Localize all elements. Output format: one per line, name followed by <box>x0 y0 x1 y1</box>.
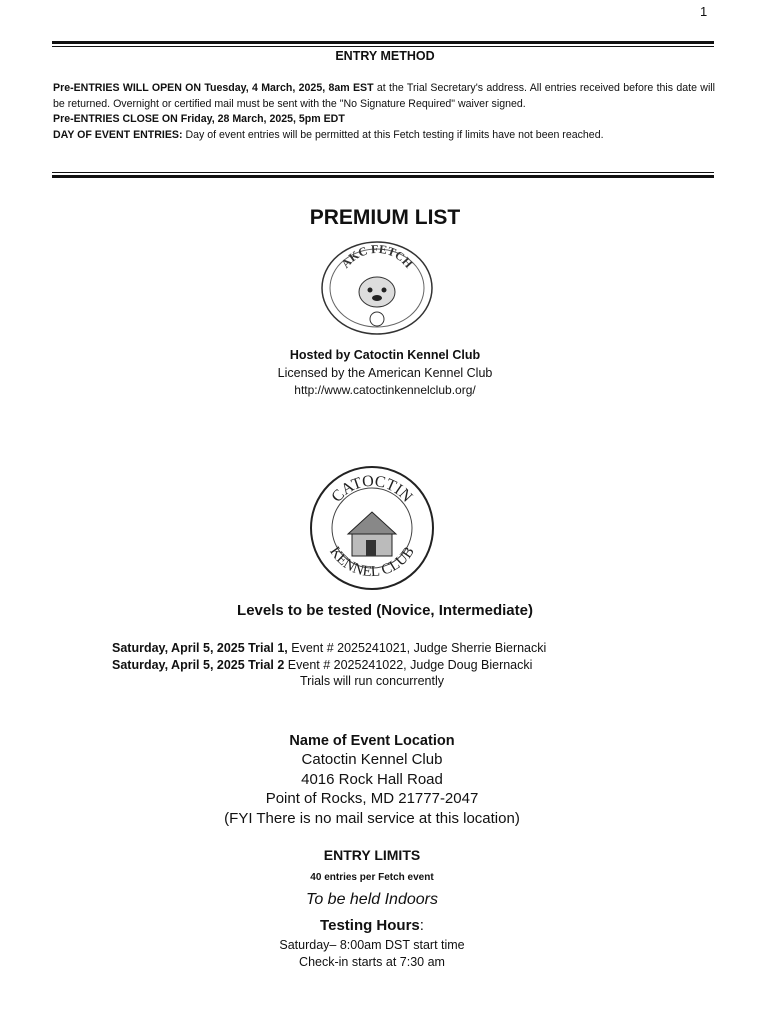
levels-tested: Levels to be tested (Novice, Intermediate) <box>237 602 533 619</box>
open-date: Pre-ENTRIES WILL OPEN ON Tuesday, 4 March, 2025, 8am EST <box>53 82 374 94</box>
club-url[interactable]: http://www.catoctinkennelclub.org/ <box>294 383 476 397</box>
svg-text:CATOCTIN: CATOCTIN <box>328 472 416 506</box>
divider <box>52 46 714 47</box>
trial-date: Saturday, April 5, 2025 Trial 2 <box>112 658 285 672</box>
start-time: Saturday– 8:00am DST start time <box>279 938 465 952</box>
testing-hours-label: Testing Hours <box>320 917 420 934</box>
catoctin-kennel-club-logo <box>308 464 436 592</box>
indoors-note: To be held Indoors <box>306 891 438 908</box>
location-name: Catoctin Kennel Club <box>301 751 443 768</box>
trial-date: Saturday, April 5, 2025 Trial 1, <box>112 641 288 655</box>
licensed-by: Licensed by the American Kennel Club <box>277 366 493 380</box>
trial-details: Event # 2025241022, Judge Doug Biernacki <box>284 658 533 672</box>
open-text: at the Trial Secretary's address. All entries received before this date will be returned. Overnight or certified mail must be sent with the "No Signature Required" waiver signed. <box>53 82 716 110</box>
location-street: 4016 Rock Hall Road <box>301 770 443 788</box>
hosted-by: Hosted by Catoctin Kennel Club <box>289 348 481 362</box>
svg-text:KENNEL CLUB: KENNEL CLUB <box>326 544 418 581</box>
trial-item <box>112 640 546 657</box>
entry-method-heading: ENTRY METHOD <box>335 49 435 63</box>
close-date: Pre-ENTRIES CLOSE ON Friday, 28 March, 2025, 5pm EDT <box>53 113 345 126</box>
testing-hours-heading <box>0 917 757 934</box>
svg-text:AKC FETCH: AKC FETCH <box>338 241 416 271</box>
location-heading: Name of Event Location <box>289 733 455 749</box>
page-number: 1 <box>700 4 708 19</box>
entry-limits-heading: ENTRY LIMITS <box>323 847 421 863</box>
location-note: (FYI There is no mail service at this location) <box>224 809 520 827</box>
location-city: Point of Rocks, MD 21777-2047 <box>265 790 479 807</box>
page-title: PREMIUM LIST <box>309 206 461 229</box>
akc-fetch-logo <box>318 240 436 340</box>
concurrent-note: Trials will run concurrently <box>299 674 445 688</box>
trial-item <box>112 657 546 674</box>
colon: : <box>419 917 424 934</box>
divider <box>52 172 714 173</box>
day-of-event-text: Day of event entries will be permitted at this Fetch testing if limits have not been reached. <box>182 129 604 142</box>
entry-limits-text: 40 entries per Fetch event <box>310 872 434 883</box>
day-of-event-label: DAY OF EVENT ENTRIES: <box>53 129 183 142</box>
trial-list <box>112 640 546 674</box>
entry-method-text <box>53 81 715 144</box>
location-address <box>0 750 757 828</box>
divider <box>52 175 714 178</box>
divider <box>52 41 714 44</box>
trial-details: Event # 2025241021, Judge Sherrie Biernacki <box>287 641 547 655</box>
check-in-time: Check-in starts at 7:30 am <box>299 955 445 969</box>
testing-hours-details <box>0 937 757 971</box>
